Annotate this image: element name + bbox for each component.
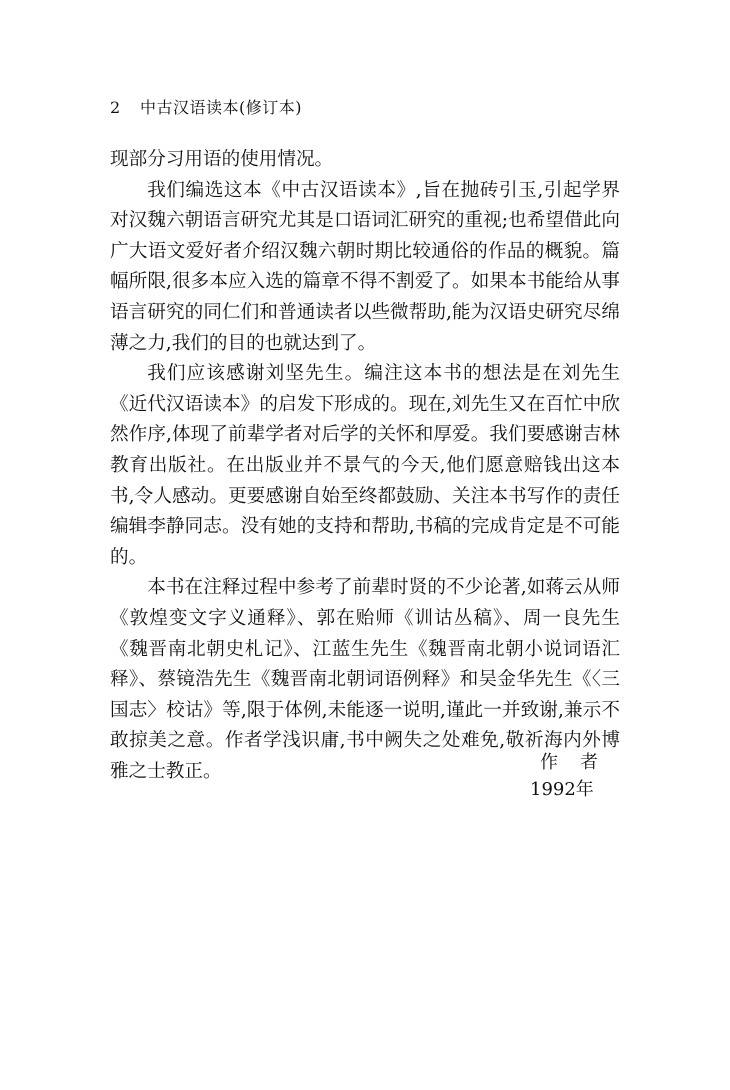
paragraph-acknowledgements: 我们应该感谢刘坚先生。编注这本书的想法是在刘先生《近代汉语读本》的启发下形成的。现在,刘先生又在百忙中欣然作序,体现了前辈学者对后学的关怀和厚爱。我们要感谢吉林教育出版社。在出版业并不景气的今天,他们愿意赔钱出这本书,令人感动。更要感谢自始至终都鼓励、关注本书写作的责任编辑李静同志。没有她的支持和帮助,书稿的完成肯定是不可能的。: [110, 363, 620, 568]
paragraph-purpose: 我们编选这本《中古汉语读本》,旨在抛砖引玉,引起学界对汉魏六朝语言研究尤其是口语词汇研究的重视;也希望借此向广大语文爱好者介绍汉魏六朝时期比较通俗的作品的概貌。篇幅所限,很多本应入选的篇章不得不割爱了。如果本书能给从事语言研究的同仁们和普通读者以些微帮助,能为汉语史研究尽绵薄之力,我们的目的也就达到了。: [110, 179, 620, 354]
paragraph-references: 本书在注释过程中参考了前辈时贤的不少论著,如蒋云从师《敦煌变文字义通释》、郭在贻师《训诂丛稿》、周一良先生《魏晋南北朝史札记》、江蓝生先生《魏晋南北朝小说词语汇释》、蔡镜浩先生《魏晋南北朝词语例释》和吴金华先生《〈三国志〉校诂》等,限于体例,未能逐一说明,谨此一并致谢,兼示不敢掠美之意。作者学浅识庸,书中阙失之处难免,敬祈海内外博雅之士教正。: [110, 577, 620, 782]
signature-author: 作者: [540, 752, 620, 773]
running-header: [110, 95, 302, 118]
body-text: [110, 145, 620, 787]
paragraph-continued: 现部分习用语的使用情况。: [110, 149, 334, 170]
page-number: 2: [110, 98, 121, 117]
signature-date: 1992年: [530, 779, 594, 800]
book-title: 中古汉语读本(修订本): [140, 98, 302, 117]
